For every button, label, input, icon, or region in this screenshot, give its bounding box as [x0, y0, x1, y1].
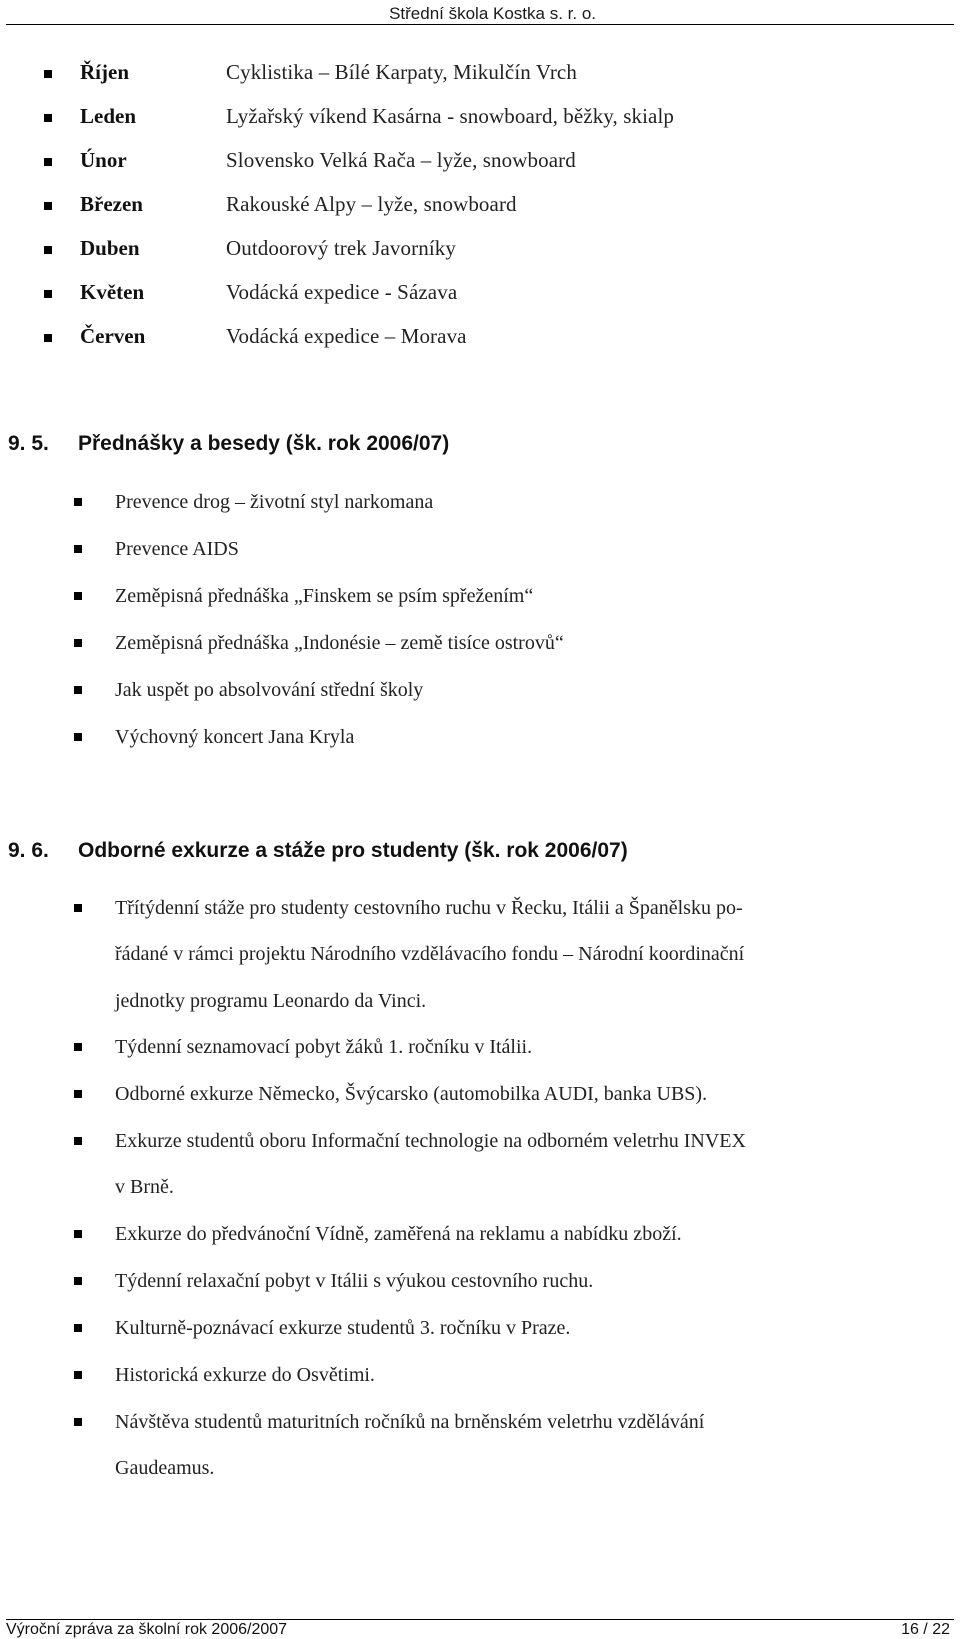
lecture-title: Zeměpisná přednáška „Finskem se psím spřežením“: [115, 585, 534, 607]
square-bullet-icon: [74, 904, 82, 912]
square-bullet-icon: [74, 1137, 82, 1145]
month-event: Lyžařský víkend Kasárna - snowboard, běžky, skialp: [226, 104, 675, 128]
month-name: Leden: [80, 104, 137, 128]
trip-line: Týdenní seznamovací pobyt žáků 1. ročníku v Itálii.: [115, 1036, 533, 1058]
trip-line: Gaudeamus.: [115, 1457, 215, 1479]
trip-line: v Brně.: [115, 1176, 174, 1198]
square-bullet-icon: [74, 639, 82, 647]
list-item: [40, 101, 940, 131]
square-bullet-icon: [74, 686, 82, 694]
lecture-title: Prevence drog – životní styl narkomana: [115, 491, 434, 513]
month-event: Cyklistika – Bílé Karpaty, Mikulčín Vrch: [226, 60, 577, 84]
section-title: Přednášky a besedy (šk. rok 2006/07): [78, 432, 450, 455]
section-number: 9. 5.: [8, 432, 49, 455]
list-item: [40, 321, 940, 351]
page-number: 16 / 22: [901, 1621, 950, 1638]
square-bullet-icon: [74, 1277, 82, 1285]
section-heading-lectures: [8, 430, 449, 458]
month-name: Únor: [80, 148, 127, 172]
square-bullet-icon: [44, 114, 52, 122]
month-event: Outdoorový trek Javorníky: [226, 236, 456, 260]
trip-line: Exkurze studentů oboru Informační technologie na odborném veletrhu INVEX: [115, 1130, 746, 1152]
trip-line: jednotky programu Leonardo da Vinci.: [115, 990, 427, 1012]
section-heading-trips: [8, 837, 628, 865]
square-bullet-icon: [74, 498, 82, 506]
list-item: [40, 277, 940, 307]
month-name: Květen: [80, 280, 145, 304]
lecture-title: Prevence AIDS: [115, 538, 239, 560]
square-bullet-icon: [74, 1043, 82, 1051]
month-name: Březen: [80, 192, 143, 216]
section-number: 9. 6.: [8, 839, 49, 862]
report-title: Výroční zpráva za školní rok 2006/2007: [6, 1621, 288, 1638]
square-bullet-icon: [44, 70, 52, 78]
lecture-title: Zeměpisná přednáška „Indonésie – země tisíce ostrovů“: [115, 632, 564, 654]
list-item: [40, 57, 940, 87]
list-item: [40, 189, 940, 219]
trip-line: Návštěva studentů maturitních ročníků na brněnském veletrhu vzdělávání: [115, 1411, 705, 1433]
square-bullet-icon: [74, 1230, 82, 1238]
list-item: [40, 233, 940, 263]
trip-line: Týdenní relaxační pobyt v Itálii s výukou cestovního ruchu.: [115, 1270, 594, 1292]
square-bullet-icon: [74, 592, 82, 600]
square-bullet-icon: [74, 1324, 82, 1332]
month-event: Rakouské Alpy – lyže, snowboard: [226, 192, 517, 216]
square-bullet-icon: [74, 1418, 82, 1426]
square-bullet-icon: [74, 733, 82, 741]
square-bullet-icon: [44, 246, 52, 254]
month-event: Vodácká expedice - Sázava: [226, 280, 458, 304]
trip-line: Kulturně-poznávací exkurze studentů 3. ročníku v Praze.: [115, 1317, 571, 1339]
footer-divider: [6, 1619, 954, 1620]
square-bullet-icon: [44, 158, 52, 166]
trip-line: Exkurze do předvánoční Vídně, zaměřená na reklamu a nabídku zboží.: [115, 1223, 682, 1245]
square-bullet-icon: [44, 334, 52, 342]
trip-line: Třítýdenní stáže pro studenty cestovního ruchu v Řecku, Itálii a Španělsku po-: [115, 897, 743, 919]
header-divider: [6, 24, 954, 25]
list-item: [40, 145, 940, 175]
square-bullet-icon: [74, 545, 82, 553]
month-name: Duben: [80, 236, 140, 260]
trip-line: Odborné exkurze Německo, Švýcarsko (automobilka AUDI, banka UBS).: [115, 1083, 708, 1105]
trip-line: řádané v rámci projektu Národního vzdělávacího fondu – Národní koordinační: [115, 943, 745, 965]
square-bullet-icon: [44, 202, 52, 210]
lecture-title: Výchovný koncert Jana Kryla: [115, 726, 355, 748]
school-name: Střední škola Kostka s. r. o.: [389, 4, 596, 23]
square-bullet-icon: [44, 290, 52, 298]
section-title: Odborné exkurze a stáže pro studenty (šk. rok 2006/07): [78, 839, 628, 862]
square-bullet-icon: [74, 1371, 82, 1379]
month-name: Červen: [80, 324, 146, 348]
trip-line: Historická exkurze do Osvětimi.: [115, 1364, 375, 1386]
month-name: Říjen: [80, 60, 129, 84]
month-event: Vodácká expedice – Morava: [226, 324, 467, 348]
square-bullet-icon: [74, 1090, 82, 1098]
lecture-title: Jak uspět po absolvování střední školy: [115, 679, 424, 701]
month-event: Slovensko Velká Rača – lyže, snowboard: [226, 148, 576, 172]
